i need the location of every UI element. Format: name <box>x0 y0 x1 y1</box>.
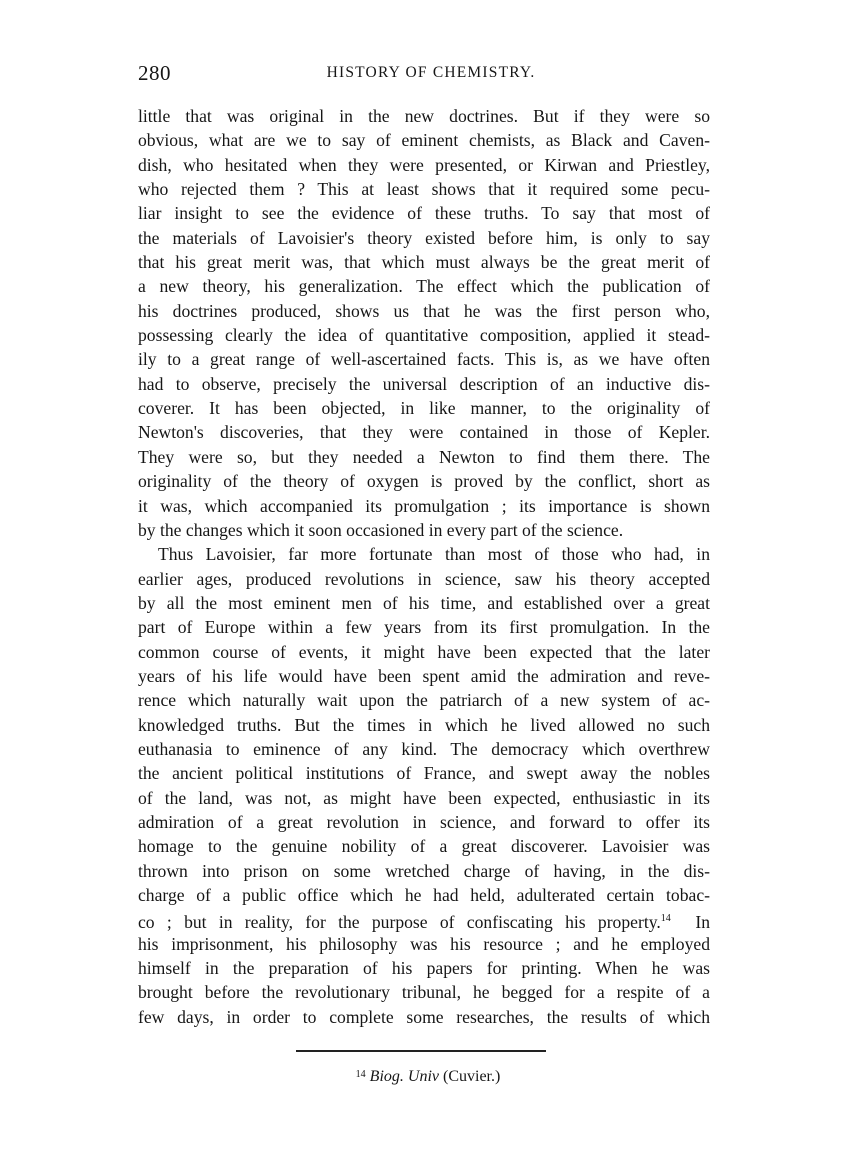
text-line: of the land, was not, as might have been expected, enthusiastic in its <box>138 787 710 808</box>
footnote-reference[interactable]: 14 <box>660 913 671 925</box>
text-line: little that was original in the new doctrines. But if they were so <box>138 106 710 126</box>
text-line: brought before the revolutionary tribunal, he begged for a respite of a <box>138 982 710 1003</box>
text-line: his imprisonment, his philosophy was his resource ; and he employed <box>138 933 710 954</box>
text-line: They were so, but they needed a Newton to find them there. The <box>138 446 710 467</box>
text-line: a new theory, his generalization. The effect which the publication of <box>138 276 710 297</box>
text-line-with-footnote-ref <box>138 907 710 931</box>
footnote-citation-source: (Cuvier.) <box>443 1068 501 1085</box>
text-line: liar insight to see the evidence of these truths. To say that most of <box>138 203 710 224</box>
text-line: part of Europe within a few years from its first promulgation. In the <box>138 617 710 638</box>
text-line: dish, who hesitated when they were presented, or Kirwan and Priestley, <box>138 154 710 175</box>
text-line: it was, which accompanied its promulgation ; its importance is shown <box>138 495 710 516</box>
text-line: Thus Lavoisier, far more fortunate than most of those who had, in <box>158 544 710 565</box>
text-line: himself in the preparation of his papers for printing. When he was <box>138 958 710 979</box>
text-line: coverer. It has been objected, in like manner, to the originality of <box>138 398 710 419</box>
text-segment: In <box>695 912 710 933</box>
text-line: charge of a public office which he had held, adulterated certain tobac- <box>138 885 710 905</box>
text-segment: co ; but in reality, for the purpose of confiscating his property. <box>138 912 661 933</box>
page-header <box>138 60 710 90</box>
text-line: thrown into prison on some wretched charge of having, in the dis- <box>138 860 710 881</box>
text-line: rence which naturally wait upon the patriarch of a new system of ac- <box>138 690 710 711</box>
text-line: homage to the genuine nobility of a great discoverer. Lavoisier was <box>138 836 710 857</box>
text-line: obvious, what are we to say of eminent chemists, as Black and Caven- <box>138 130 710 151</box>
text-line: the materials of Lavoisier's theory existed before him, is only to say <box>138 227 710 248</box>
footnote-citation-title: Biog. Univ <box>369 1068 439 1085</box>
text-line: that his great merit was, that which must always be the great merit of <box>138 252 710 273</box>
footnote <box>0 1066 850 1088</box>
body-text <box>138 104 710 1029</box>
text-line: years of his life would have been spent amid the admiration and reve- <box>138 665 710 686</box>
text-line: by all the most eminent men of his time, and established over a great <box>138 592 710 613</box>
text-line: common course of events, it might have been expected that the later <box>138 641 710 662</box>
running-head: HISTORY OF CHEMISTRY. <box>326 64 536 81</box>
page-number: 280 <box>138 61 171 85</box>
text-line: by the changes which it soon occasioned in every part of the science. <box>138 519 624 540</box>
text-line: admiration of a great revolution in science, and forward to offer its <box>138 811 710 832</box>
text-line: few days, in order to complete some researches, the results of which <box>138 1006 710 1027</box>
text-line: the ancient political institutions of France, and swept away the nobles <box>138 763 710 784</box>
text-line: possessing clearly the idea of quantitative composition, applied it stead- <box>138 325 710 346</box>
text-line: knowledged truths. But the times in which he lived allowed no such <box>138 714 710 735</box>
text-line: euthanasia to eminence of any kind. The democracy which overthrew <box>138 738 710 759</box>
footnote-divider <box>296 1050 546 1052</box>
text-line: originality of the theory of oxygen is proved by the conflict, short as <box>138 471 710 492</box>
footnote-marker: 14 <box>355 1069 366 1080</box>
text-line: Newton's discoveries, that they were contained in those of Kepler. <box>138 422 710 443</box>
text-line: earlier ages, produced revolutions in science, saw his theory accepted <box>138 568 710 589</box>
text-line: his doctrines produced, shows us that he was the first person who, <box>138 300 710 321</box>
text-line: had to observe, precisely the universal description of an inductive dis- <box>138 373 710 394</box>
text-line: who rejected them ? This at least shows that it required some pecu- <box>138 179 710 200</box>
text-line: ily to a great range of well-ascertained facts. This is, as we have often <box>138 349 710 370</box>
text-segment <box>671 912 696 932</box>
